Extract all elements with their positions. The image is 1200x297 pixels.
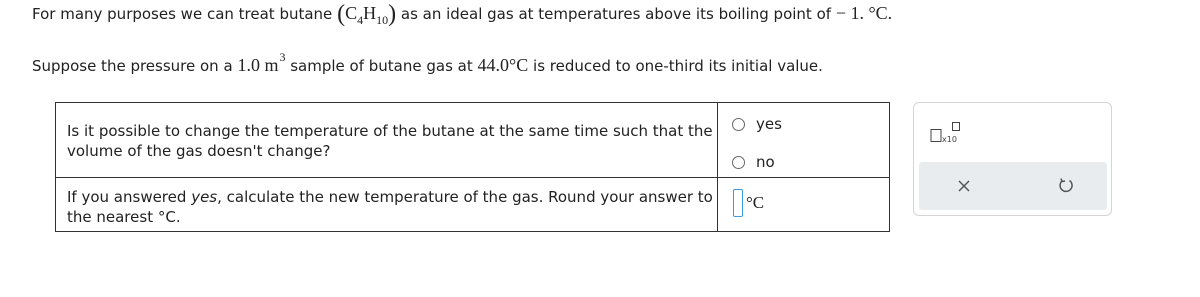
intro-sentence — [32, 1, 892, 32]
option-no[interactable] — [718, 152, 889, 172]
scenario-text-middle: sample of butane gas at — [290, 57, 473, 75]
scenario-text-after: is reduced to one-third its initial value. — [533, 57, 823, 75]
radio-no[interactable] — [732, 156, 745, 169]
temperature-value: 44.0°C — [477, 55, 529, 75]
intro-text-after: as an ideal gas at temperatures above its boiling point of — [400, 5, 832, 23]
question-row-1 — [56, 103, 890, 178]
question2-answer-cell — [718, 178, 890, 232]
butane-formula — [345, 3, 389, 27]
scenario-sentence — [32, 50, 823, 79]
question1-text: Is it possible to change the temperature of the butane at the same time such that the volume of the gas doesn't change? — [56, 103, 718, 178]
boiling-point-value: − 1. °C. — [835, 3, 893, 23]
option-no-label: no — [756, 153, 775, 171]
formula-carbon: C — [345, 3, 358, 23]
temperature-input[interactable] — [733, 189, 743, 217]
question-table — [55, 102, 890, 232]
question-row-2 — [56, 178, 890, 232]
open-paren: ( — [337, 1, 346, 27]
undo-icon[interactable] — [1057, 177, 1075, 195]
volume-exponent: 3 — [279, 50, 286, 64]
scenario-text-before: Suppose the pressure on a — [32, 57, 233, 75]
sci-notation-label: x10 — [942, 135, 957, 144]
formula-hydrogen: H — [363, 3, 377, 23]
formula-hydrogen-subscript: 10 — [376, 13, 389, 27]
question2-text-after: , calculate the new temperature of the gas. Round your answer to the nearest °C. — [67, 188, 713, 226]
answer-toolbar — [913, 102, 1112, 216]
formula-carbon-subscript: 4 — [357, 13, 364, 27]
volume-number: 1.0 m — [237, 55, 279, 75]
close-paren: ) — [388, 1, 397, 27]
radio-yes[interactable] — [732, 118, 745, 131]
clear-icon[interactable] — [956, 178, 972, 194]
question2-text-emphasis: yes — [191, 188, 218, 206]
scientific-notation-icon[interactable] — [928, 121, 962, 145]
intro-text-before: For many purposes we can treat butane — [32, 5, 333, 23]
option-yes[interactable] — [718, 114, 889, 134]
option-yes-label: yes — [756, 115, 782, 133]
temperature-unit: °C — [746, 193, 765, 212]
toolbar-actions — [919, 162, 1107, 210]
question2-text — [56, 178, 718, 232]
question1-answer-cell — [718, 103, 890, 178]
volume-value — [237, 50, 286, 75]
question2-text-before: If you answered — [67, 188, 187, 206]
